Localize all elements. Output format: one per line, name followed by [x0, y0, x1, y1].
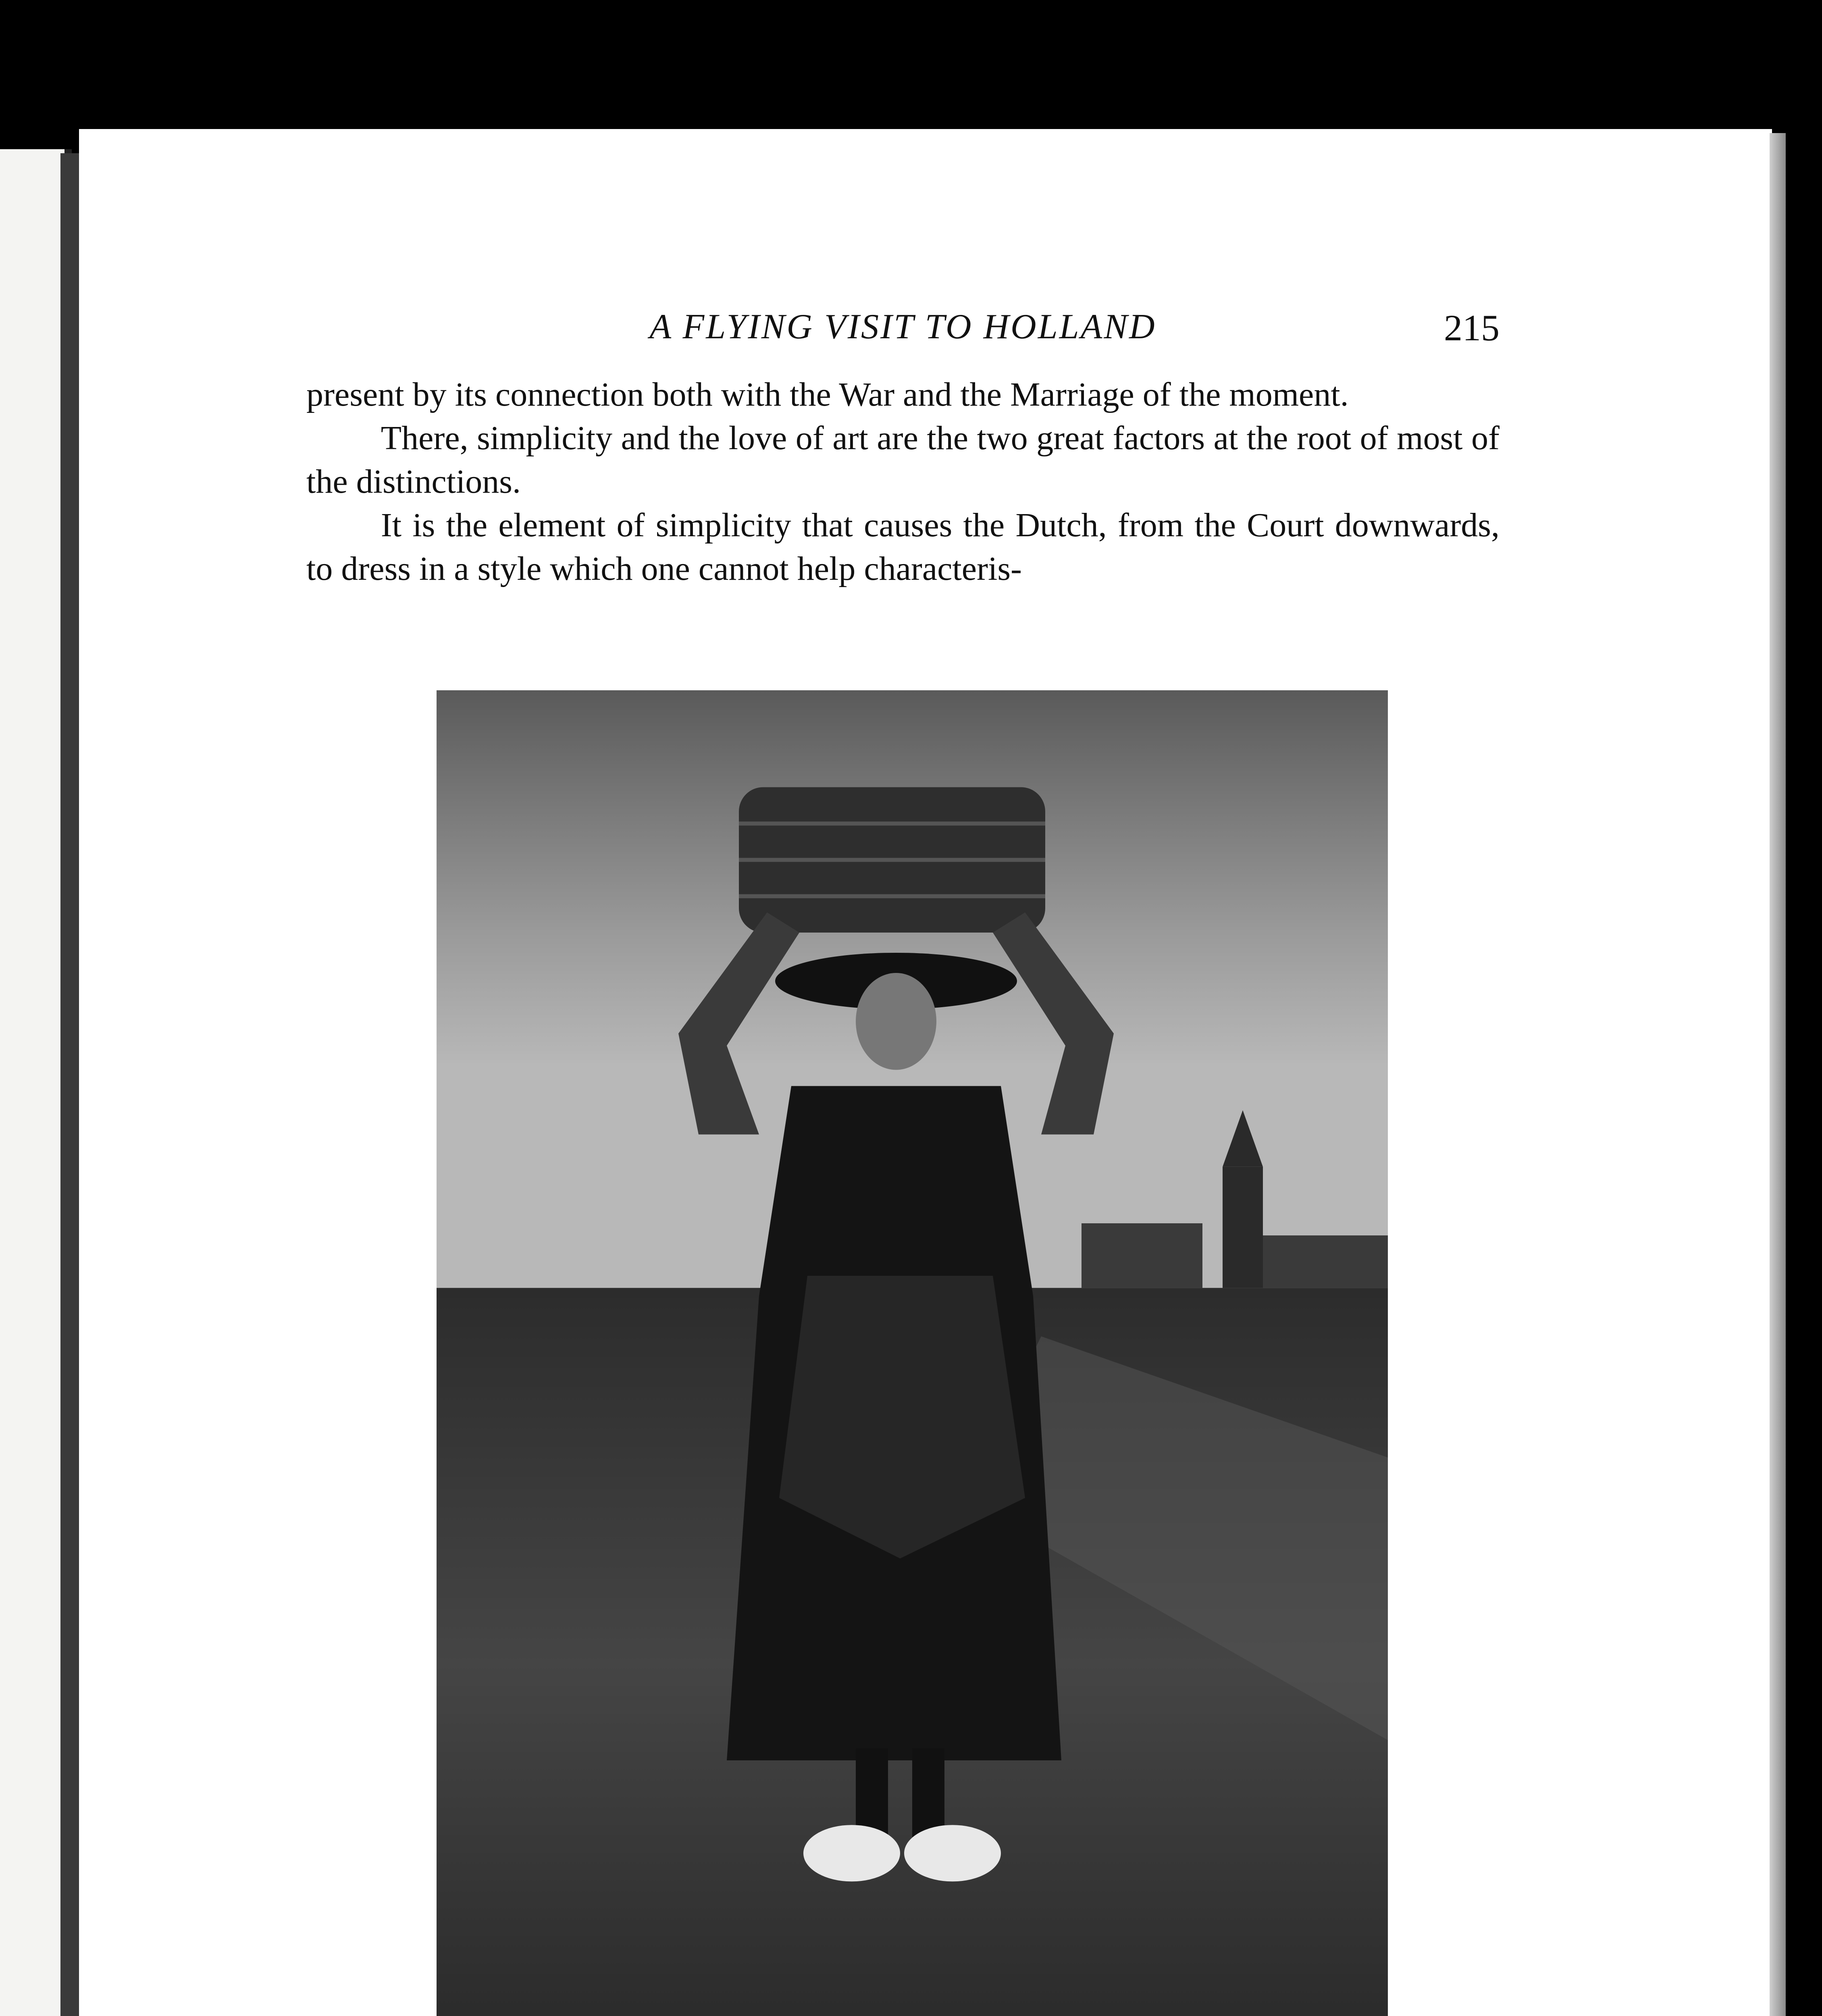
page-number: 215 — [1444, 307, 1500, 348]
right-page-edge — [1770, 133, 1786, 2016]
page-header — [306, 306, 1500, 363]
photograph-woman-with-basket — [437, 690, 1388, 2016]
paragraph: It is the element of simplicity that causes the Dutch, from the Court downwards, to dress in a style which one cannot help characteris- — [306, 506, 1500, 587]
paragraph: There, simplicity and the love of art are the two great factors at the root of most of the distinctions. — [306, 419, 1500, 500]
book-spine — [60, 153, 79, 2016]
photograph-illustration — [437, 690, 1388, 2016]
top-text-block — [306, 373, 1500, 591]
running-title: A FLYING VISIT TO HOLLAND — [649, 307, 1156, 346]
paragraph: present by its connection both with the War and the Marriage of the moment. — [306, 376, 1349, 413]
